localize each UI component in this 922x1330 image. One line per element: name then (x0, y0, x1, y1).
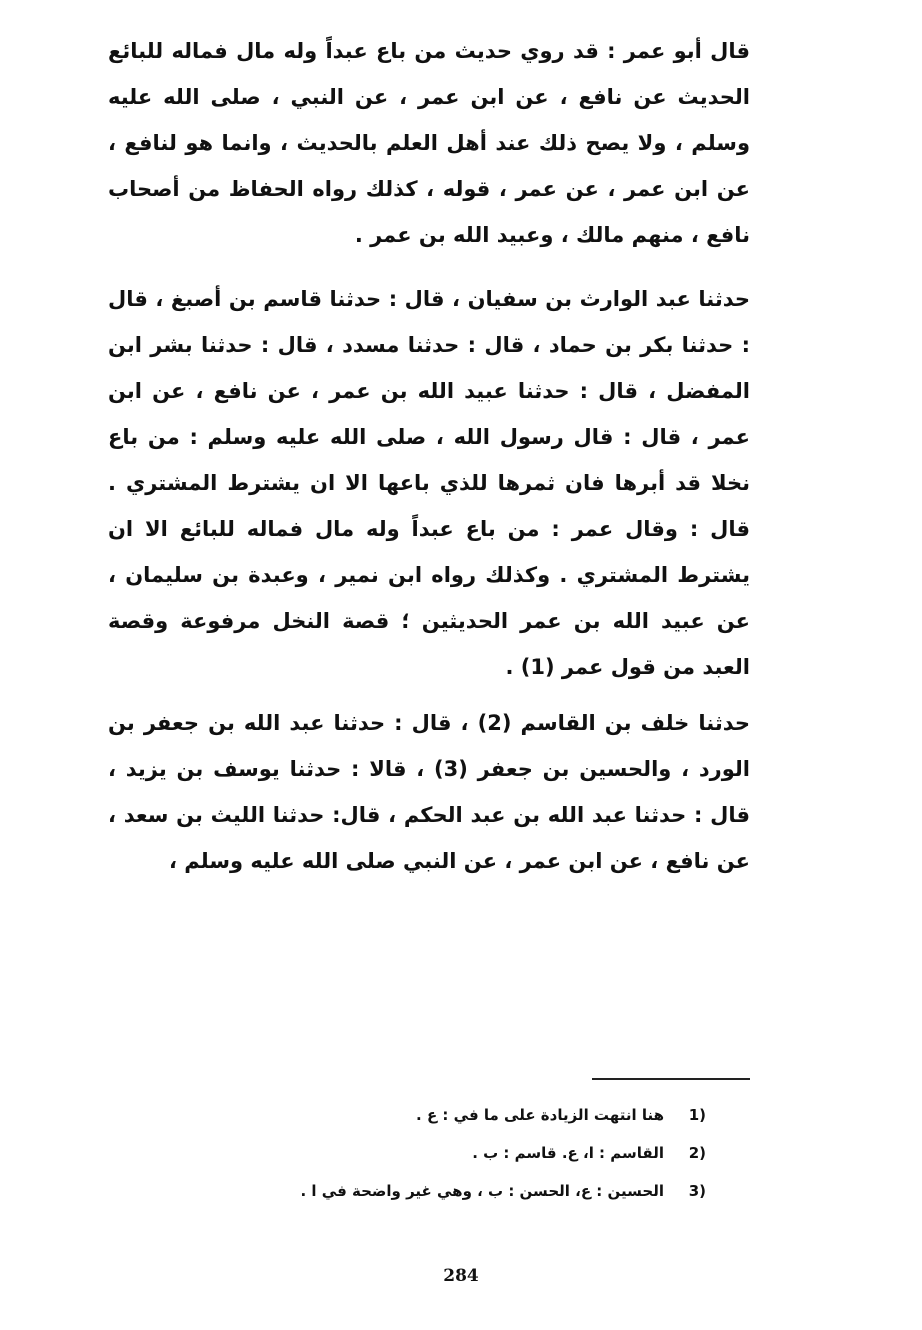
page-number: 284 (443, 1266, 479, 1286)
footnote-item (200, 1172, 706, 1210)
footnote-number: 1) (688, 1106, 706, 1124)
footnotes-list (200, 1096, 706, 1210)
footnote-number: 2) (688, 1144, 706, 1162)
footnote-text: القاسم : ا، ع. قاسم : ب . (472, 1144, 664, 1162)
footnote-item (200, 1134, 706, 1172)
body-paragraph-3: حدثنا خلف بن القاسم (2) ، قال : حدثنا عبد الله بن جعفر بن الورد ، والحسين بن جعفر (3) ، قالا : حدثنا يوسف بن يزيد ، قال : حدثنا عبد الله بن عبد الحكم ، قال: حدثنا الليث بن سعد ، عن نافع ، عن ابن عمر ، عن النبي صلى الله عليه وسلم ، (108, 711, 751, 873)
footnote-separator (592, 1078, 750, 1080)
footnote-text: هنا انتهت الزيادة على ما في : ع . (416, 1106, 664, 1124)
body-paragraph-1: قال أبو عمر : قد روي حديث من باع عبداً وله مال فماله للبائع الحديث عن نافع ، عن ابن عمر ، عن النبي ، صلى الله عليه وسلم ، ولا يصح ذلك عند أهل العلم بالحديث ، وانما هو لنافع ، عن ابن عمر ، عن عمر ، قوله ، كذلك رواه الحفاظ من أصحاب نافع ، منهم مالك ، وعبيد الله بن عمر . (108, 39, 750, 247)
footnote-item (200, 1096, 706, 1134)
body-paragraph-2: حدثنا عبد الوارث بن سفيان ، قال : حدثنا قاسم بن أصبغ ، قال : حدثنا بكر بن حماد ، قال : حدثنا مسدد ، قال : حدثنا بشر ابن المفضل ، قال : حدثنا عبيد الله بن عمر ، عن نافع ، عن ابن عمر ، قال : قال رسول الله ، صلى الله عليه وسلم : من باع نخلا قد أبرها فان ثمرها للذي باعها الا ان يشترط المشتري . قال : وقال عمر : من باع عبداً وله مال فماله للبائع الا ان يشترط المشتري . وكذلك رواه ابن نمير ، وعبدة بن سليمان ، عن عبيد الله بن عمر الحديثين ؛ قصة النخل مرفوعة وقصة العبد من قول عمر (1) . (108, 287, 750, 679)
footnote-text: الحسين : ع، الحسن : ب ، وهي غير واضحة في ا . (300, 1182, 664, 1200)
footnote-number: 3) (688, 1182, 706, 1200)
